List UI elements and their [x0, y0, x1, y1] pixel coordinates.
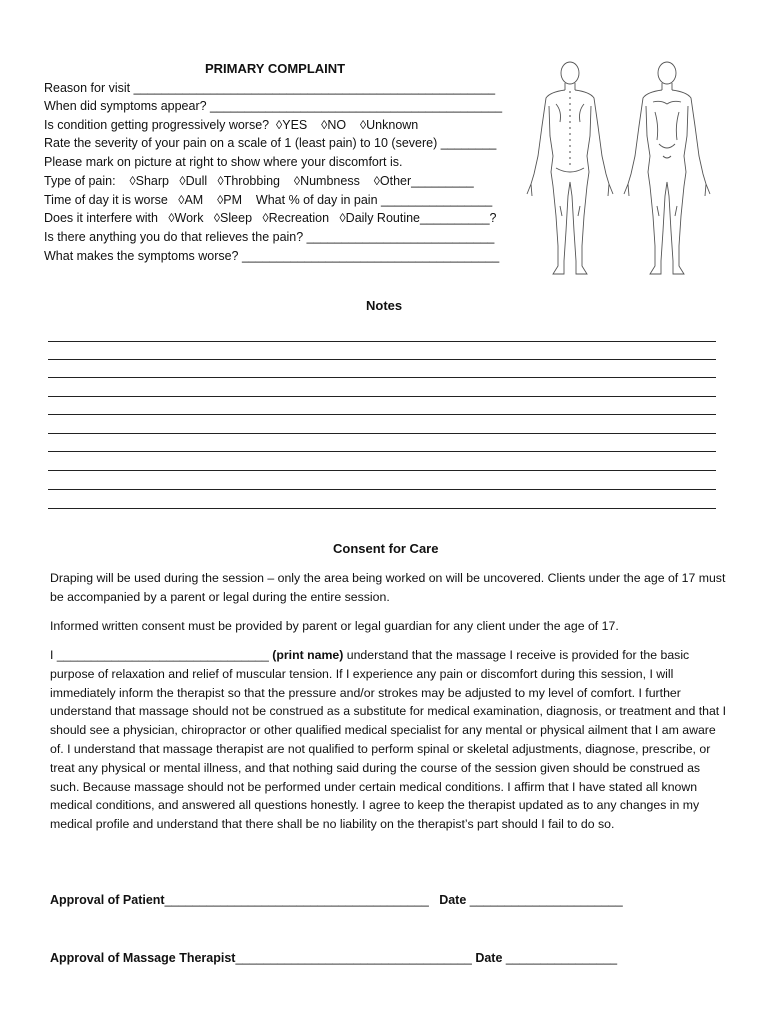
symptoms-worse-field[interactable]: What makes the symptoms worse? _____________________________________ [44, 249, 500, 263]
notes-line[interactable] [48, 414, 716, 415]
patient-approval-label: Approval of Patient [50, 893, 165, 907]
reason-for-visit-field[interactable]: Reason for visit ____________________________________________________ [44, 81, 496, 95]
therapist-approval-row [50, 951, 617, 965]
patient-approval-row [50, 893, 623, 907]
patient-signature-field[interactable]: ______________________________________ [164, 893, 429, 907]
print-name-field[interactable]: I _______________________________ [50, 648, 273, 662]
notes-line[interactable] [48, 359, 716, 360]
notes-line[interactable] [48, 396, 716, 397]
patient-date-label: Date [439, 893, 467, 907]
primary-complaint-title: PRIMARY COMPLAINT [205, 61, 346, 76]
time-of-day-options[interactable]: Time of day it is worse ◊AM ◊PM What % of day in pain ________________ [44, 193, 493, 207]
notes-line[interactable] [48, 341, 716, 342]
body-front-diagram-icon[interactable] [617, 56, 717, 282]
mark-picture-instruction: Please mark on picture at right to show where your discomfort is. [44, 155, 403, 169]
consent-draping-paragraph: Draping will be used during the session – only the area being worked on will be uncovered. Clients under the age of 17 must be accompanied by a parent or legal during the entire session. [50, 571, 726, 604]
notes-line[interactable] [48, 451, 716, 452]
therapist-signature-field[interactable]: __________________________________ [235, 951, 472, 965]
notes-line[interactable] [48, 377, 716, 378]
therapist-date-label: Date [475, 951, 503, 965]
consent-title: Consent for Care [333, 541, 439, 556]
type-of-pain-options[interactable]: Type of pain: ◊Sharp ◊Dull ◊Throbbing ◊Numbness ◊Other_________ [44, 174, 474, 188]
notes-line[interactable] [48, 470, 716, 471]
consent-understanding-text: understand that the massage I receive is provided for the basic purpose of relaxation and relief of muscular tension. If I experience any pain or discomfort during this session, I will immediately inform the therapist so that the pressure and/or strokes may be adjusted to my level of comfort. I further understand that massage should not be construed as a substitute for medical examination, diagnosis, or treatment and that I should see a physician, chiropractor or other qualified medical specialist for any mental or physical ailment that I am aware of. I understand that massage therapist are not qualified to perform spinal or skeletal adjustments, diagnose, prescribe, or treat any physical or mental illness, and that nothing said during the course of the session given should be construed as such. Because massage should not be performed under certain medical conditions. I affirm that I have stated all known medical conditions, and answered all questions honestly. I agree to keep the therapist updated as to any changes in my medical profile and understand that there shall be no liability on the therapist’s part should I fail to do so. [50, 648, 727, 832]
notes-line[interactable] [48, 508, 716, 509]
interfere-with-options[interactable]: Does it interfere with ◊Work ◊Sleep ◊Recreation ◊Daily Routine__________? [44, 211, 497, 225]
pain-severity-field[interactable]: Rate the severity of your pain on a scale of 1 (least pain) to 10 (severe) ________ [44, 136, 497, 150]
notes-line[interactable] [48, 489, 716, 490]
progressively-worse-options[interactable]: Is condition getting progressively worse? ◊YES ◊NO ◊Unknown [44, 118, 419, 132]
print-name-label: (print name) [272, 648, 344, 662]
notes-title: Notes [366, 298, 403, 313]
symptoms-appear-field[interactable]: When did symptoms appear? __________________________________________ [44, 99, 503, 113]
patient-date-field[interactable]: ______________________ [466, 893, 623, 907]
body-back-diagram-icon[interactable] [520, 56, 620, 282]
therapist-approval-label: Approval of Massage Therapist [50, 951, 236, 965]
consent-understanding-paragraph [50, 646, 730, 834]
therapist-date-field[interactable]: ________________ [502, 951, 618, 965]
notes-line[interactable] [48, 433, 716, 434]
relieves-pain-field[interactable]: Is there anything you do that relieves the pain? ___________________________ [44, 230, 495, 244]
consent-guardian-paragraph: Informed written consent must be provided by parent or legal guardian for any client under the age of 17. [50, 619, 619, 633]
